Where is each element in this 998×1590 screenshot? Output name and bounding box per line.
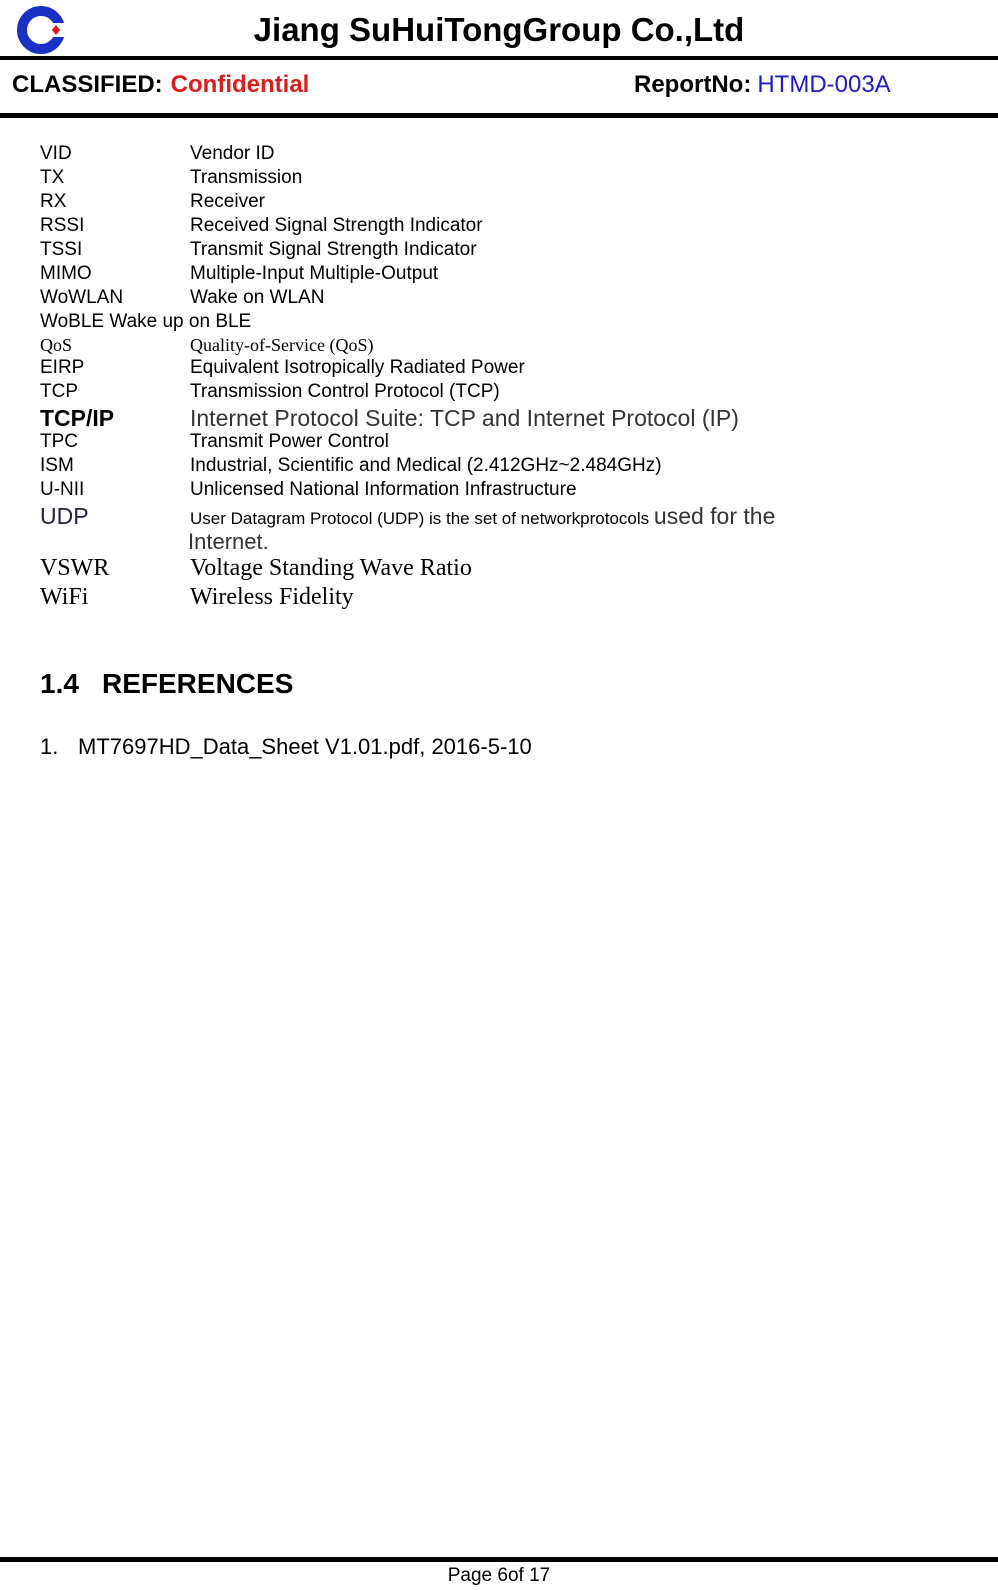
abbr-term: VID <box>40 143 72 164</box>
reference-text: MT7697HD_Data_Sheet V1.01.pdf, 2016-5-10 <box>78 734 532 759</box>
reference-number: 1. <box>40 734 59 759</box>
abbr-desc-continued: Internet. <box>188 529 269 554</box>
abbr-term: TPC <box>40 431 78 452</box>
abbr-desc: Industrial, Scientific and Medical (2.412GHz~2.484GHz) <box>190 455 662 476</box>
abbr-desc: Receiver <box>190 191 265 212</box>
abbr-term: UDP <box>40 503 89 529</box>
abbr-desc: Transmission <box>190 167 303 188</box>
abbr-desc: Internet Protocol Suite: TCP and Internet Protocol (IP) <box>190 405 739 431</box>
classification <box>12 70 309 100</box>
abbr-desc <box>190 504 775 531</box>
abbr-term: QoS <box>40 335 73 355</box>
page-number: Page 6of 17 <box>447 1565 551 1586</box>
abbr-desc: Transmit Signal Strength Indicator <box>190 239 477 260</box>
abbr-desc: Wake on WLAN <box>190 287 325 308</box>
abbr-term: U-NII <box>40 479 85 500</box>
abbr-desc-tail: used for the <box>653 503 776 529</box>
abbr-term: MIMO <box>40 263 92 284</box>
report-number <box>634 70 891 100</box>
abbr-term: WiFi <box>40 584 89 610</box>
abbr-desc: Quality-of-Service (QoS) <box>190 335 374 355</box>
abbr-desc: Vendor ID <box>190 143 275 164</box>
abbr-term: EIRP <box>40 357 85 378</box>
abbr-desc: Transmit Power Control <box>190 431 389 452</box>
abbr-term: WoWLAN <box>40 287 124 308</box>
abbr-desc: Unlicensed National Information Infrastructure <box>190 479 577 500</box>
abbr-term: TCP/IP <box>40 405 115 431</box>
footer-rule <box>0 1557 998 1562</box>
abbr-term: RX <box>40 191 67 212</box>
abbr-term: TSSI <box>40 239 83 260</box>
section-title: REFERENCES <box>102 668 294 699</box>
abbr-term: WoBLE Wake up on BLE <box>40 311 252 332</box>
reference-item <box>40 733 532 761</box>
abbr-desc: Received Signal Strength Indicator <box>190 215 483 236</box>
report-value: HTMD-003A <box>757 71 891 98</box>
header-top-rule <box>0 56 998 60</box>
abbr-term: VSWR <box>40 555 110 581</box>
company-name: Jiang SuHuiTongGroup Co.,Ltd <box>253 11 745 48</box>
header-bottom-rule <box>0 113 998 118</box>
section-number: 1.4 <box>40 668 79 699</box>
abbr-term: TX <box>40 167 65 188</box>
abbr-desc: Transmission Control Protocol (TCP) <box>190 381 500 402</box>
abbr-term: TCP <box>40 381 78 402</box>
abbr-term: RSSI <box>40 215 85 236</box>
abbr-desc: Wireless Fidelity <box>190 584 354 610</box>
abbr-term: ISM <box>40 455 74 476</box>
abbr-desc: Multiple-Input Multiple-Output <box>190 263 439 284</box>
classified-value: Confidential <box>170 71 310 98</box>
abbr-desc-main: User Datagram Protocol (UDP) is the set of networkprotocols <box>190 509 650 528</box>
section-heading <box>40 666 293 702</box>
abbr-desc: Voltage Standing Wave Ratio <box>190 555 472 581</box>
classified-label: CLASSIFIED: <box>12 71 163 98</box>
report-label: ReportNo: <box>634 71 752 98</box>
abbr-desc: Equivalent Isotropically Radiated Power <box>190 357 525 378</box>
